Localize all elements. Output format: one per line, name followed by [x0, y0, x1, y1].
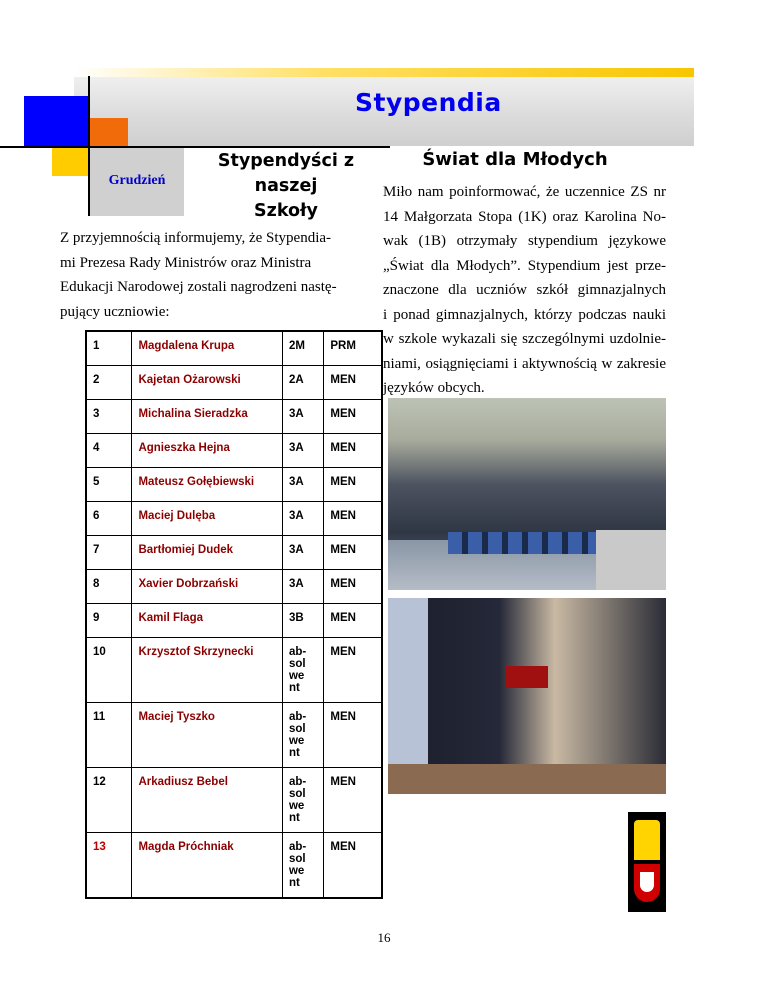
class-fragment: ab- [288, 840, 307, 853]
row-number: 11 [86, 702, 132, 767]
table-row [86, 467, 382, 501]
scholarship-type: PRM [324, 331, 382, 365]
scholarship-type: MEN [324, 702, 382, 767]
student-name: Xavier Dobrzański [132, 569, 283, 603]
class-fragment: ab- [288, 645, 307, 658]
photo-chairs [448, 532, 598, 554]
scholarship-type: MEN [324, 569, 382, 603]
scholarship-type: MEN [324, 535, 382, 569]
table-row [86, 365, 382, 399]
student-name: Kajetan Ożarowski [132, 365, 283, 399]
scholarship-type: MEN [324, 637, 382, 702]
decor-orange-square [90, 118, 128, 146]
student-name: Michalina Sieradzka [132, 399, 283, 433]
article-line: wak (1B) otrzymały stypendium językowe [383, 233, 666, 249]
scholarship-type: MEN [324, 467, 382, 501]
award-ceremony-photo [388, 598, 666, 794]
logo-yellow-part [634, 820, 660, 860]
student-class [282, 832, 323, 898]
row-number: 1 [86, 331, 132, 365]
scholarship-type: MEN [324, 433, 382, 467]
table-row [86, 832, 382, 898]
row-number: 7 [86, 535, 132, 569]
student-class: 2M [282, 331, 323, 365]
class-fragment: nt [288, 876, 300, 889]
article-line: i ponad gimnazjalnych, którzy podczas nauki [383, 306, 666, 323]
intro-paragraph [60, 226, 382, 324]
table-row [86, 603, 382, 637]
article-line: języków obcych. [383, 380, 485, 396]
table-row [86, 535, 382, 569]
student-class: 3A [282, 501, 323, 535]
class-fragment: nt [288, 811, 300, 824]
intro-line: mi Prezesa Rady Ministrów oraz Ministra [60, 254, 312, 271]
table-row [86, 433, 382, 467]
student-name: Magdalena Krupa [132, 331, 283, 365]
table-row [86, 331, 382, 365]
left-heading-line: Stypendyści z naszej [217, 151, 355, 196]
class-fragment: ab- [288, 775, 307, 788]
logo-white-part [640, 872, 654, 892]
left-heading [186, 149, 386, 224]
student-name: Bartłomiej Dudek [132, 535, 283, 569]
decor-blue-square [24, 96, 90, 146]
article-line: Miło nam poinformować, że uczennice ZS nr [383, 184, 666, 200]
row-number: 13 [86, 832, 132, 898]
row-number: 2 [86, 365, 132, 399]
intro-line: Z przyjemnością informujemy, że Stypendia- [60, 230, 332, 246]
student-name: Maciej Tyszko [132, 702, 283, 767]
article-line: w szkole wykazali się szczególnymi uzdolnie- [383, 331, 666, 347]
row-number: 6 [86, 501, 132, 535]
class-fragment: sol [288, 852, 306, 865]
article-line: znaczone dla uczniów szkół gimnazjalnych [383, 282, 666, 298]
scholarship-type: MEN [324, 767, 382, 832]
scholarship-type: MEN [324, 501, 382, 535]
student-class: 3A [282, 535, 323, 569]
row-number: 3 [86, 399, 132, 433]
class-fragment: we [288, 864, 305, 877]
article-line: „Świat dla Młodych”. Stypendium jest prze- [383, 257, 666, 274]
row-number: 10 [86, 637, 132, 702]
class-fragment: we [288, 669, 305, 682]
student-name: Arkadiusz Bebel [132, 767, 283, 832]
scholarship-type: MEN [324, 832, 382, 898]
row-number: 9 [86, 603, 132, 637]
right-heading: Świat dla Młodych [422, 149, 608, 170]
table-row [86, 637, 382, 702]
student-class [282, 767, 323, 832]
class-fragment: nt [288, 681, 300, 694]
scholarship-type: MEN [324, 399, 382, 433]
intro-line: Edukacji Narodowej zostali nagrodzeni nastę- [60, 279, 337, 296]
photo-stage [596, 530, 666, 590]
student-class: 3B [282, 603, 323, 637]
row-number: 12 [86, 767, 132, 832]
auditorium-photo [388, 398, 666, 590]
row-number: 4 [86, 433, 132, 467]
class-fragment: we [288, 734, 305, 747]
class-fragment: we [288, 799, 305, 812]
student-class: 3A [282, 467, 323, 501]
class-fragment: nt [288, 746, 300, 759]
scholarship-type: MEN [324, 603, 382, 637]
student-name: Krzysztof Skrzynecki [132, 637, 283, 702]
decor-yellow-square [52, 146, 90, 176]
table-row [86, 767, 382, 832]
student-class [282, 702, 323, 767]
class-fragment: sol [288, 657, 306, 670]
student-name: Mateusz Gołębiewski [132, 467, 283, 501]
row-number: 8 [86, 569, 132, 603]
school-logo [628, 812, 666, 912]
student-class: 3A [282, 569, 323, 603]
class-fragment: sol [288, 722, 306, 735]
article-line: 14 Małgorzata Stopa (1K) oraz Karolina No- [383, 208, 666, 225]
student-name: Maciej Dulęba [132, 501, 283, 535]
photo-floor [388, 764, 666, 794]
page-number: 16 [377, 930, 391, 945]
student-name: Kamil Flaga [132, 603, 283, 637]
student-class: 3A [282, 433, 323, 467]
table-row [86, 399, 382, 433]
left-heading-line: Szkoły [254, 201, 318, 221]
class-fragment: sol [288, 787, 306, 800]
class-fragment: ab- [288, 710, 307, 723]
student-name: Agnieszka Hejna [132, 433, 283, 467]
table-row [86, 702, 382, 767]
photo-folder [506, 666, 548, 688]
scholarship-table [85, 330, 383, 899]
intro-line: pujący uczniowie: [60, 303, 170, 320]
month-label: Grudzień [108, 173, 166, 188]
student-name: Magda Próchniak [132, 832, 283, 898]
scholarship-type: MEN [324, 365, 382, 399]
decor-horizontal-line [0, 146, 390, 148]
table-row [86, 569, 382, 603]
student-class: 3A [282, 399, 323, 433]
student-class [282, 637, 323, 702]
row-number: 5 [86, 467, 132, 501]
page-title: Stypendia [355, 88, 502, 117]
table-row [86, 501, 382, 535]
article-line: niami, osiągnięciami i aktywnością w zakresie [383, 355, 666, 372]
student-class: 2A [282, 365, 323, 399]
article-paragraph [383, 180, 666, 401]
